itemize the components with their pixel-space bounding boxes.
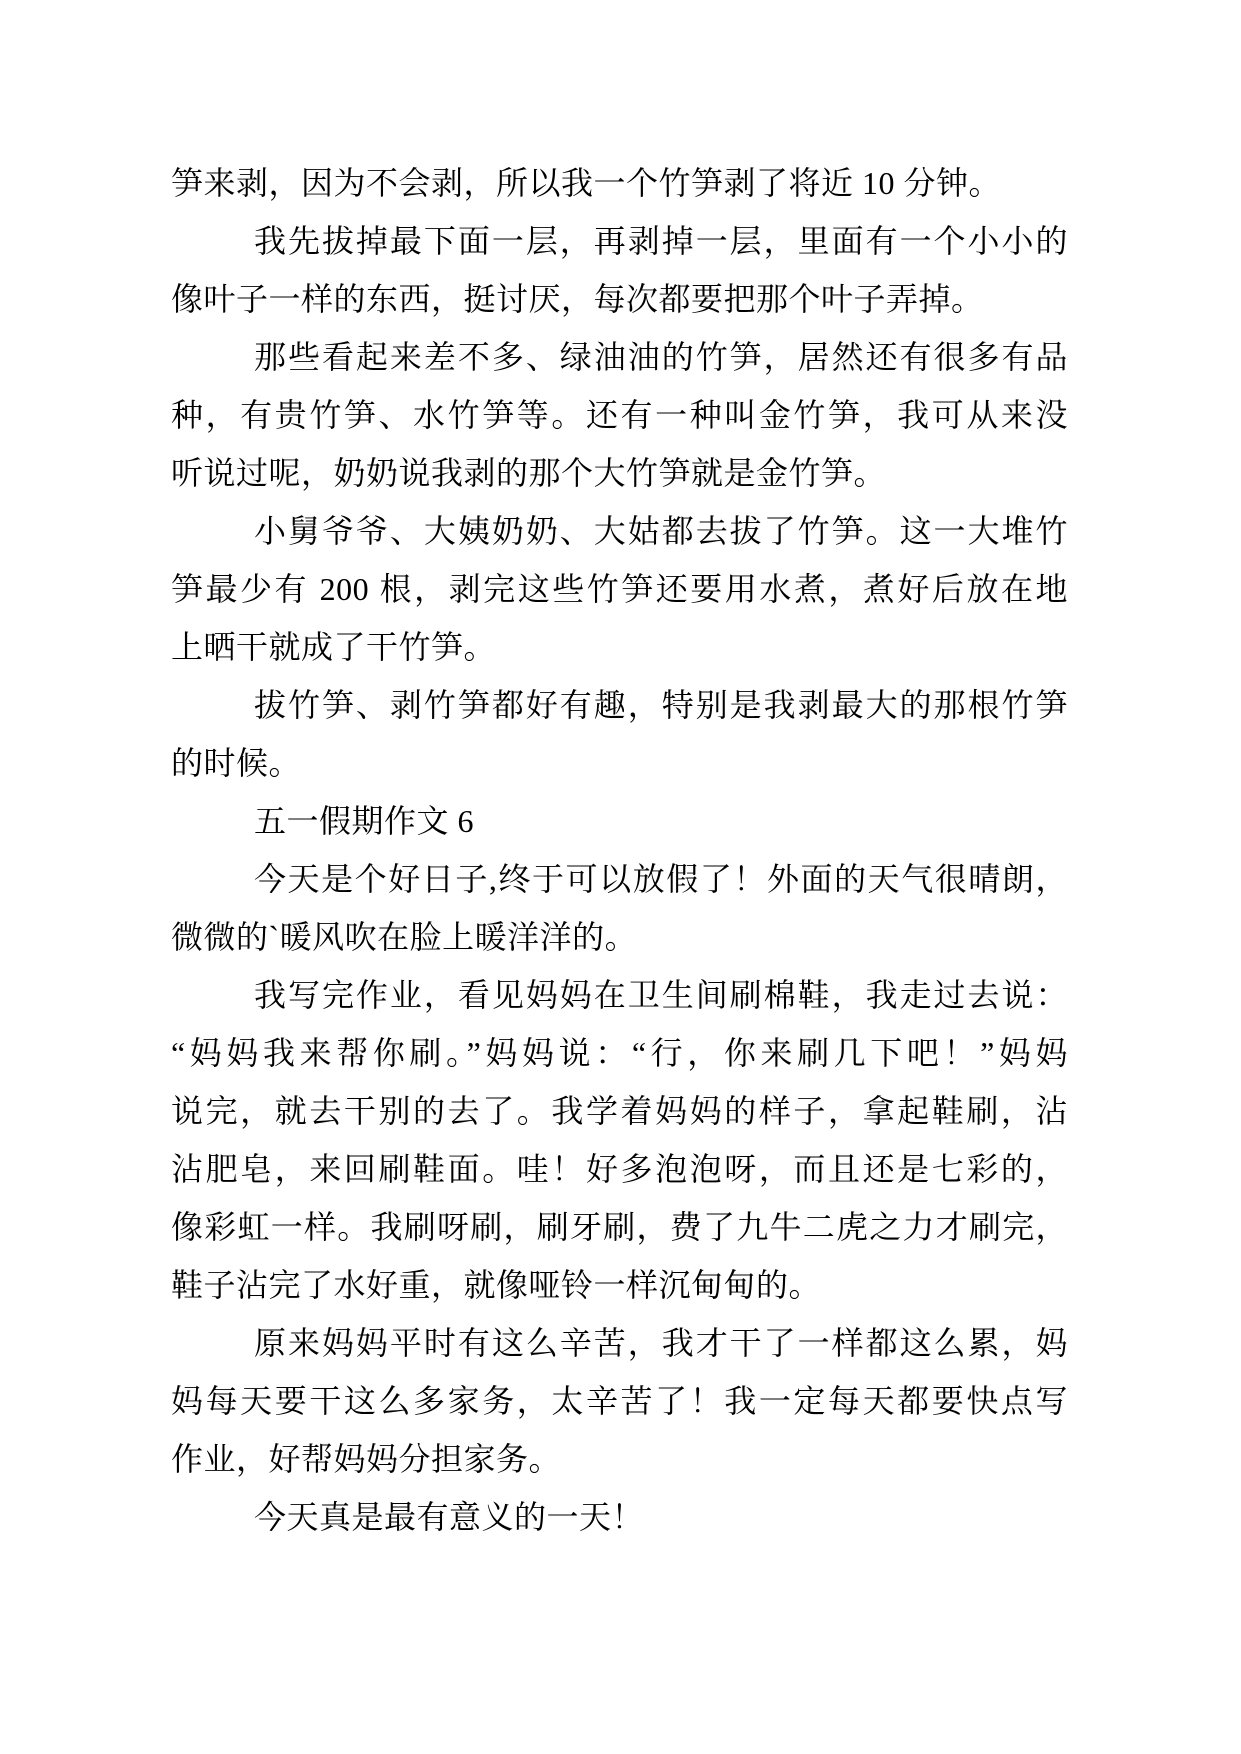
text-line: “妈妈我来帮你刷。”妈妈说：“行，你来刷几下吧！”妈妈 [171,1035,1068,1071]
essay-text [171,154,1068,1546]
text-line: 小舅爷爷、大姨奶奶、大姑都去拔了竹笋。这一大堆竹 [254,513,1068,549]
text-line: 原来妈妈平时有这么辛苦，我才干了一样都这么累，妈 [254,1325,1068,1361]
text-line: 上晒干就成了干竹笋。 [171,629,497,665]
text-line: 拔竹笋、剥竹笋都好有趣，特别是我剥最大的那根竹笋 [254,687,1068,723]
paragraph [171,1488,1068,1546]
text-line: 的时候。 [171,745,302,781]
text-line: 笋来剥，因为不会剥，所以我一个竹笋剥了将近 10 分钟。 [171,165,1002,201]
paragraph [171,966,1068,1314]
paragraph [171,792,1068,850]
text-line: 我写完作业，看见妈妈在卫生间刷棉鞋，我走过去说： [254,977,1068,1013]
text-line: 种，有贵竹笋、水竹笋等。还有一种叫金竹笋，我可从来没 [171,397,1068,433]
paragraph [171,154,1068,212]
text-line: 听说过呢，奶奶说我剥的那个大竹笋就是金竹笋。 [171,455,887,491]
text-line: 作业，好帮妈妈分担家务。 [171,1441,562,1477]
paragraph [171,1314,1068,1488]
text-line: 我先拔掉最下面一层，再剥掉一层，里面有一个小小的 [254,223,1068,259]
text-line: 今天是个好日子,终于可以放假了！外面的天气很晴朗， [254,861,1068,897]
paragraph [171,212,1068,328]
paragraph [171,850,1068,966]
text-line: 像叶子一样的东西，挺讨厌，每次都要把那个叶子弄掉。 [171,281,984,317]
text-line: 沾肥皂，来回刷鞋面。哇！好多泡泡呀，而且还是七彩的， [171,1151,1068,1187]
text-line: 鞋子沾完了水好重，就像哑铃一样沉甸甸的。 [171,1267,822,1303]
text-line: 说完，就去干别的去了。我学着妈妈的样子，拿起鞋刷，沾 [171,1093,1068,1129]
paragraph [171,676,1068,792]
text-line: 妈每天要干这么多家务，太辛苦了！我一定每天都要快点写 [171,1383,1068,1419]
paragraph [171,502,1068,676]
text-line: 今天真是最有意义的一天！ [254,1499,645,1535]
paragraph [171,328,1068,502]
text-line: 笋最少有 200 根，剥完这些竹笋还要用水煮，煮好后放在地 [171,571,1068,607]
text-line: 那些看起来差不多、绿油油的竹笋，居然还有很多有品 [254,339,1068,375]
section-title: 五一假期作文 6 [254,803,475,839]
text-line: 微微的`暖风吹在脸上暖洋洋的。 [171,919,638,955]
text-line: 像彩虹一样。我刷呀刷，刷牙刷，费了九牛二虎之力才刷完， [171,1209,1068,1245]
